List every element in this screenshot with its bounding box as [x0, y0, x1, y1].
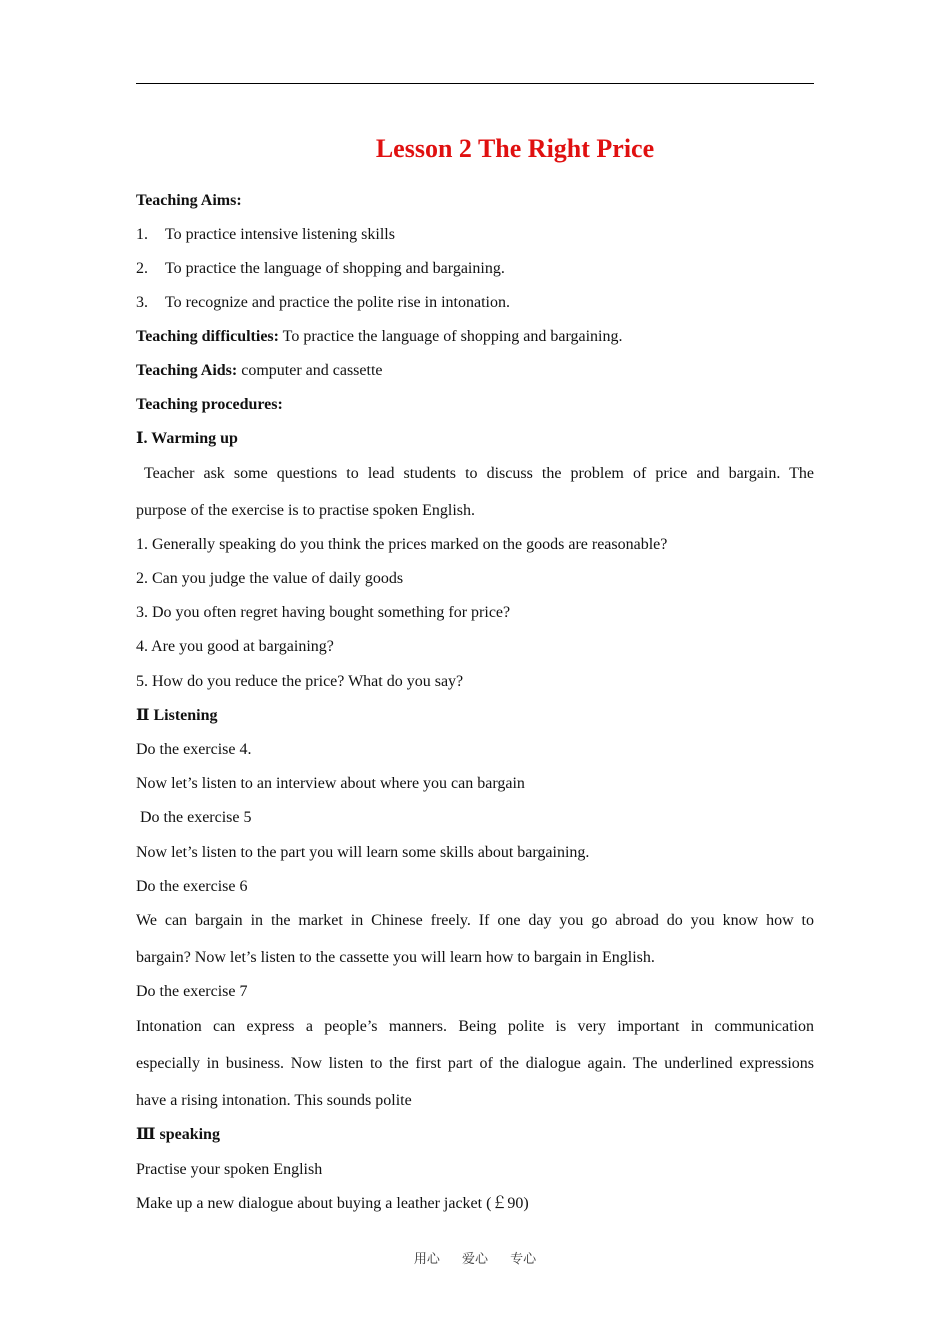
- listening-line: Do the exercise 7: [136, 983, 248, 1000]
- warming-heading: Ⅰ. Warming up: [136, 430, 238, 447]
- listening-line: Now let’s listen to an interview about where you can bargain: [136, 775, 525, 792]
- listening-line: Do the exercise 4.: [136, 741, 252, 758]
- question-4: 4. Are you good at bargaining?: [136, 638, 334, 655]
- listening-line: Now let’s listen to the part you will learn some skills about bargaining.: [136, 844, 590, 861]
- listening-line: Do the exercise 6: [136, 878, 248, 895]
- question-5: 5. How do you reduce the price? What do you say?: [136, 673, 464, 690]
- aim-number: 2.: [136, 260, 148, 277]
- listening-line: Do the exercise 5: [140, 809, 252, 826]
- aim-text: To practice intensive listening skills: [165, 226, 395, 243]
- listening-line: have a rising intonation. This sounds polite: [136, 1092, 412, 1109]
- warming-intro-line-2: purpose of the exercise is to practise spoken English.: [136, 502, 476, 519]
- listening-line: We can bargain in the market in Chinese freely. If one day you go abroad do you know how to: [136, 912, 814, 929]
- aim-text: To recognize and practice the polite rise in intonation.: [165, 294, 510, 311]
- question-2: 2. Can you judge the value of daily goods: [136, 570, 404, 587]
- speaking-line: Make up a new dialogue about buying a leather jacket (￡90): [136, 1195, 529, 1212]
- speaking-line: Practise your spoken English: [136, 1161, 323, 1178]
- listening-line: especially in business. Now listen to the first part of the dialogue again. The underlined expressions: [136, 1055, 814, 1072]
- header-rule: [136, 83, 814, 84]
- difficulties-label: Teaching difficulties:: [136, 328, 279, 345]
- question-3: 3. Do you often regret having bought something for price?: [136, 604, 511, 621]
- aim-text: To practice the language of shopping and bargaining.: [165, 260, 505, 277]
- page-footer: 用心 爱心 专心: [413, 1252, 537, 1267]
- aids-text: computer and cassette: [237, 362, 383, 379]
- warming-intro-line-1: Teacher ask some questions to lead students to discuss the problem of price and bargain. The: [144, 465, 814, 482]
- question-1: 1. Generally speaking do you think the prices marked on the goods are reasonable?: [136, 536, 668, 553]
- aim-item-3: [136, 293, 814, 313]
- difficulties-text: To practice the language of shopping and bargaining.: [278, 328, 623, 345]
- page-title: Lesson 2 The Right Price: [375, 134, 655, 163]
- listening-heading: Ⅱ Listening: [136, 707, 218, 724]
- listening-line: Intonation can express a people’s manners. Being polite is very important in communication: [136, 1018, 814, 1035]
- listening-line: bargain? Now let’s listen to the cassette you will learn how to bargain in English.: [136, 949, 655, 966]
- aim-number: 3.: [136, 294, 148, 311]
- aim-item-2: [136, 259, 814, 279]
- aids: [136, 361, 814, 381]
- aims-heading: Teaching Aims:: [136, 192, 242, 209]
- difficulties: [136, 327, 814, 347]
- aim-number: 1.: [136, 226, 148, 243]
- aim-item-1: [136, 225, 814, 245]
- speaking-heading: Ⅲ speaking: [136, 1126, 220, 1143]
- procedures-heading: Teaching procedures:: [136, 396, 283, 413]
- aids-label: Teaching Aids:: [136, 362, 238, 379]
